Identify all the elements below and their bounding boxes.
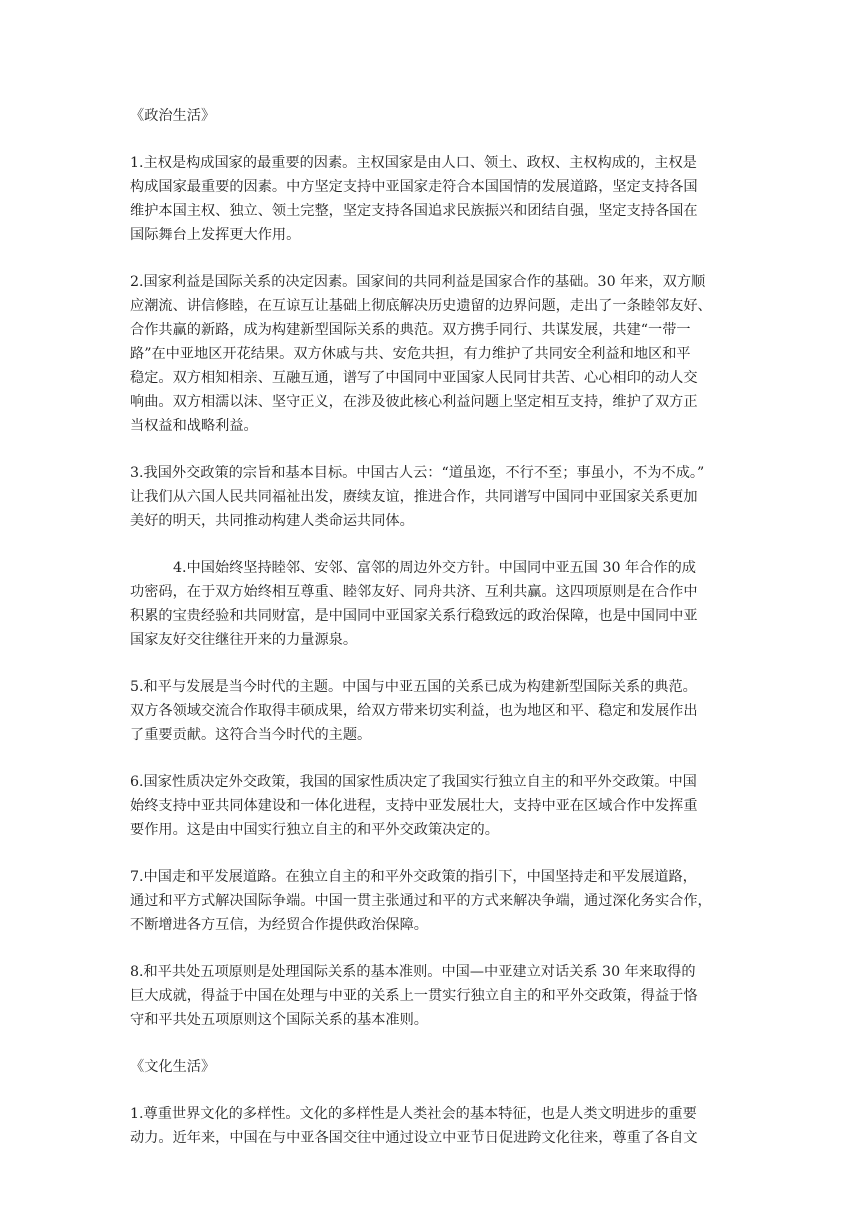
paragraph-line: 8.和平共处五项原则是处理国际关系的基本准则。中国—中亚建立对话关系 30 年来取得的 [130,964,696,980]
paragraph-line: 维护本国主权、独立、领土完整，坚定支持各国追求民族振兴和团结自强，坚定支持各国在 [130,203,698,219]
paragraph-line: 1.主权是构成国家的最重要的因素。主权国家是由人口、领土、政权、主权构成的，主权是 [130,155,697,171]
paragraph-line: 双方各领域交流合作取得丰硕成果，给双方带来切实利益，也为地区和平、稳定和发展作出 [130,703,698,719]
paragraph [130,960,742,1032]
section-heading: 《文化生活》 [130,1059,216,1075]
paragraph-line: 美好的明天，共同推动构建人类命运共同体。 [130,513,414,529]
document-page [130,104,742,1173]
paragraph-line: 4.中国始终坚持睦邻、安邻、富邻的周边外交方针。中国同中亚五国 30 年合作的成 [173,560,696,576]
paragraph-line: 5.和平与发展是当今时代的主题。中国与中亚五国的关系已成为构建新型国际关系的典范。 [130,679,697,695]
paragraph-line: 3.我国外交政策的宗旨和基本目标。中国古人云：“道虽迩，不行不至；事虽小，不为不成。” [130,465,705,481]
paragraph-line: 始终支持中亚共同体建设和一体化进程，支持中亚发展壮大，支持中亚在区域合作中发挥重 [130,798,698,814]
paragraph-line: 不断增进各方互信，为经贸合作提供政治保障。 [130,917,428,933]
paragraph-line: 国家友好交往继往开来的力量源泉。 [130,632,358,648]
paragraph-line: 合作共赢的新路，成为构建新型国际关系的典范。双方携手同行、共谋发展，共建“一带一 [130,322,691,338]
paragraph [130,770,742,842]
paragraph-line: 1.尊重世界文化的多样性。文化的多样性是人类社会的基本特征，也是人类文明进步的重要 [130,1106,697,1122]
paragraph-line: 动力。近年来，中国在与中亚各国交往中通过设立中亚节日促进跨文化往来，尊重了各自文 [130,1130,698,1146]
paragraph-line: 路”在中亚地区开花结果。双方休戚与共、安危共担，有力维护了共同安全利益和地区和平 [130,346,691,362]
paragraph-line: 稳定。双方相知相亲、互融互通，谱写了中国同中亚国家人民同甘共苦、心心相印的动人交 [130,370,698,386]
paragraph-line: 要作用。这是由中国实行独立自主的和平外交政策决定的。 [130,822,499,838]
paragraph-line: 国际舞台上发挥更大作用。 [130,227,301,243]
paragraph-line: 6.国家性质决定外交政策，我国的国家性质决定了我国实行独立自主的和平外交政策。中国 [130,774,697,790]
paragraph-line: 积累的宝贵经验和共同财富，是中国同中亚国家关系行稳致远的政治保障，也是中国同中亚 [130,608,698,624]
paragraph [130,270,742,438]
paragraph [130,865,742,937]
paragraph-line: 让我们从六国人民共同福祉出发，赓续友谊，推进合作，共同谱写中国同中亚国家关系更加 [130,489,698,505]
paragraph-line: 2.国家利益是国际关系的决定因素。国家间的共同利益是国家合作的基础。30 年来，双方顺 [130,274,706,290]
paragraph-line: 应潮流、讲信修睦，在互谅互让基础上彻底解决历史遗留的边界问题，走出了一条睦邻友好、 [130,298,712,314]
paragraph-line: 响曲。双方相濡以沫、坚守正义，在涉及彼此核心利益问题上坚定相互支持，维护了双方正 [130,394,698,410]
paragraph-line: 通过和平方式解决国际争端。中国一贯主张通过和平的方式来解决争端，通过深化务实合作， [130,893,712,909]
paragraph-line: 7.中国走和平发展道路。在独立自主的和平外交政策的指引下，中国坚持走和平发展道路， [130,869,697,885]
paragraph-line: 守和平共处五项原则这个国际关系的基本准则。 [130,1012,428,1028]
section-heading: 《政治生活》 [130,108,216,124]
paragraph-line: 当权益和战略利益。 [130,418,258,434]
paragraph [130,1102,742,1150]
paragraph [130,151,742,247]
paragraph [130,556,742,652]
paragraph-line: 巨大成就，得益于中国在处理与中亚的关系上一贯实行独立自主的和平外交政策，得益于恪 [130,988,698,1004]
paragraph [130,675,742,747]
paragraph-line: 构成国家最重要的因素。中方坚定支持中亚国家走符合本国国情的发展道路，坚定支持各国 [130,179,698,195]
paragraph-line: 功密码，在于双方始终相互尊重、睦邻友好、同舟共济、互利共赢。这四项原则是在合作中 [130,584,698,600]
paragraph [130,461,742,533]
paragraph-line: 了重要贡献。这符合当今时代的主题。 [130,727,372,743]
